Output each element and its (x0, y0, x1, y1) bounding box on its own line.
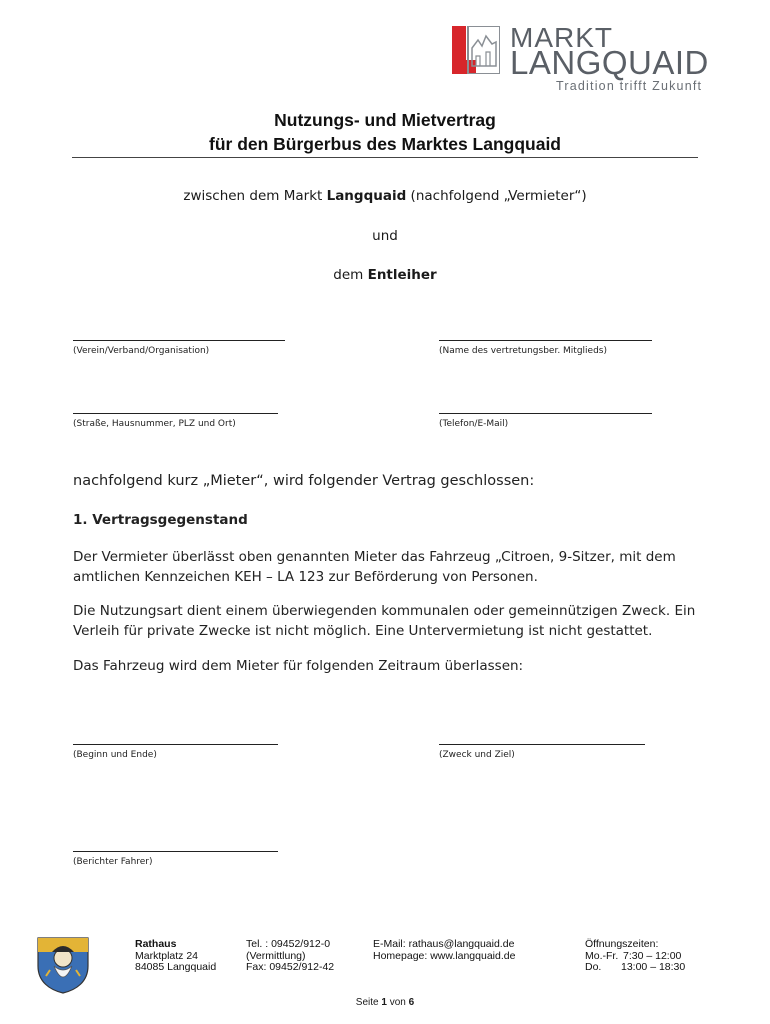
section-1-heading: 1. Vertragsgegenstand (73, 512, 248, 528)
address-field[interactable] (73, 413, 278, 414)
opening-hours-title: Öffnungszeiten: (585, 938, 659, 950)
section-1-paragraph-3: Das Fahrzeug wird dem Mieter für folgenden Zeitraum überlassen: (73, 658, 524, 674)
phone-note: (Vermittlung) (246, 949, 306, 962)
coat-of-arms-icon (36, 936, 90, 994)
address-label: (Straße, Hausnummer, PLZ und Ort) (73, 419, 236, 429)
office-online (373, 939, 515, 962)
between-text: zwischen dem Markt (183, 188, 327, 204)
logo-mark-icon (452, 26, 500, 74)
homepage-link[interactable]: Homepage: www.langquaid.de (373, 949, 516, 962)
driver-label: (Berichter Fahrer) (73, 857, 153, 867)
phone-number: Tel. : 09452/912-0 (246, 938, 331, 950)
parties-between (0, 188, 770, 204)
page-number (0, 997, 770, 1008)
organisation-field[interactable] (73, 340, 285, 341)
market-logo (452, 22, 712, 96)
section-1-paragraph-1: Der Vermieter überlässt oben genannten Mieter das Fahrzeug „Citroen, 9-Sitzer, mit dem amtlichen Kennzeichen KEH – LA 123 zur Beförderung von Personen. (73, 549, 676, 585)
page-prefix: Seite (355, 997, 382, 1008)
borrower-label: Entleiher (367, 267, 437, 283)
logo-text-langquaid: LANGQUAID (510, 44, 709, 81)
page-middle: von (386, 997, 409, 1008)
parties-borrower (0, 267, 770, 283)
logo-text-markt: MARKT (510, 22, 613, 53)
contact-field[interactable] (439, 413, 652, 414)
period-label: (Beginn und Ende) (73, 750, 157, 760)
opening-hours (585, 939, 685, 974)
purpose-field[interactable] (439, 744, 645, 745)
hours-row-2-time: 13:00 – 18:30 (621, 961, 686, 973)
period-field[interactable] (73, 744, 278, 745)
office-city: 84085 Langquaid (135, 961, 217, 973)
organisation-label: (Verein/Verband/Organisation) (73, 346, 210, 356)
title-underline (72, 157, 698, 158)
office-address (135, 939, 216, 974)
document-title-line1: Nutzungs- und Mietvertrag (274, 110, 496, 130)
representative-field[interactable] (439, 340, 652, 341)
hours-row-1-day: Mo.-Fr. (585, 949, 619, 962)
page-current: 1 (381, 997, 387, 1008)
representative-label: (Name des vertretungsber. Mitglieds) (439, 346, 607, 356)
hours-row-1-time: 7:30 – 12:00 (623, 949, 682, 962)
landlord-designation: (nachfolgend „Vermieter“) (406, 188, 587, 204)
logo-tagline: Tradition trifft Zukunft (556, 79, 703, 93)
borrower-prefix: dem (333, 267, 368, 283)
office-street: Marktplatz 24 (135, 949, 199, 962)
contract-intro: nachfolgend kurz „Mieter“, wird folgender Vertrag geschlossen: (73, 473, 535, 489)
document-title-line2: für den Bürgerbus des Marktes Langquaid (209, 134, 561, 154)
fax-number: Fax: 09452/912-42 (246, 961, 335, 973)
office-title: Rathaus (135, 938, 177, 950)
hours-row-2 (585, 962, 685, 974)
office-phone (246, 939, 334, 974)
driver-field[interactable] (73, 851, 278, 852)
page-total: 6 (408, 997, 415, 1008)
section-1-paragraph-2: Die Nutzungsart dient einem überwiegenden kommunalen oder gemeinnützigen Zweck. Ein Verleih für private Zwecke ist nicht möglich. Eine Untervermietung ist nicht gestattet. (73, 603, 696, 639)
email-link[interactable]: E-Mail: rathaus@langquaid.de (373, 938, 515, 950)
parties-and: und (372, 228, 398, 244)
contact-label: (Telefon/E-Mail) (439, 419, 509, 429)
hours-row-2-day: Do. (585, 961, 602, 973)
purpose-label: (Zweck und Ziel) (439, 750, 515, 760)
landlord-name: Langquaid (326, 188, 407, 204)
